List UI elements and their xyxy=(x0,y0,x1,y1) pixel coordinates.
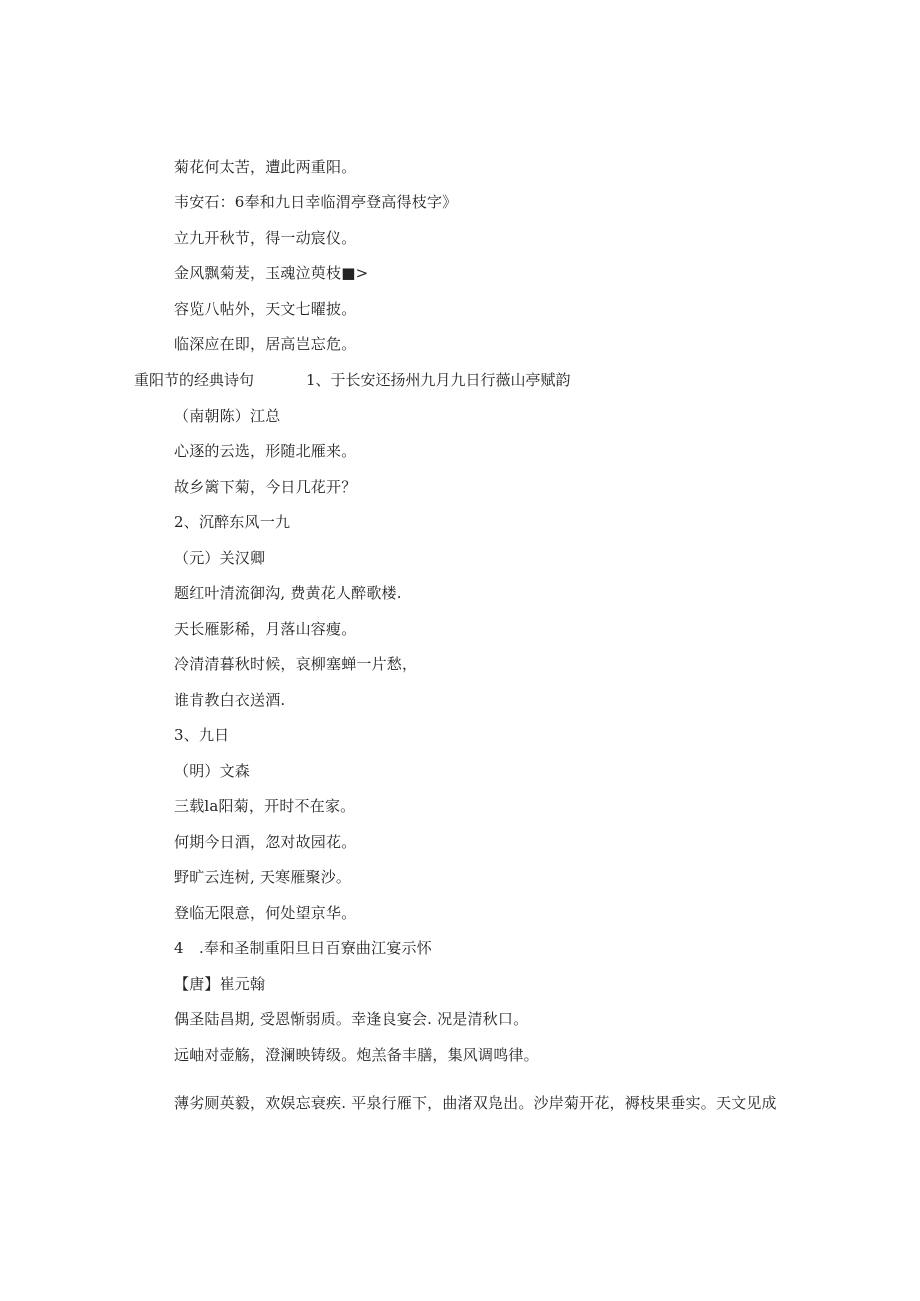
poem-line: 题红叶清流御沟, 费黄花人醉歌楼. xyxy=(174,584,402,602)
poem-line: 冷清清暮秋时候，哀柳塞蝉一片愁， xyxy=(174,655,418,673)
section-title: 重阳节的经典诗句 xyxy=(134,371,255,389)
poem-title-line: 2、沉醉东风一九 xyxy=(174,513,291,531)
poem-line: 立九开秋节，得一动宸仪。 xyxy=(174,229,357,247)
poem-line: 故乡篱下菊，今日几花开？ xyxy=(174,478,357,496)
poem-line: 何期今日酒，忽对故园花。 xyxy=(174,833,357,851)
poem-line: 容览八帖外，天文七曜披。 xyxy=(174,300,357,318)
poem-line: 三载la阳菊，开时不在家。 xyxy=(174,797,356,815)
poem-author: （明）文森 xyxy=(174,762,251,780)
poem-line: 远岫对壶觞，澄澜映铸级。炮羔备丰膳，集风调鸣律。 xyxy=(174,1046,539,1064)
poem-author: （元）关汉卿 xyxy=(174,549,266,567)
poem-line: 菊花何太苦，遭此两重阳。 xyxy=(174,158,357,176)
poem-line: 登临无限意，何处望京华。 xyxy=(174,904,357,922)
poem-title-line: 3、九日 xyxy=(174,726,230,744)
poem-line: 天长雁影稀，月落山容瘦。 xyxy=(174,620,357,638)
poem-title-line: 韦安石：6奉和九日幸临渭亭登高得枝字》 xyxy=(174,193,458,211)
poem-line: 金风飘菊茇，玉魂泣萸枝■> xyxy=(174,264,369,282)
poem-author: 【唐】崔元翰 xyxy=(174,975,266,993)
poem-line: 野旷云连树, 天寒雁聚沙。 xyxy=(174,868,352,886)
poem-line: 心逐的云选，形随北雁来。 xyxy=(174,442,357,460)
poem-author: （南朝陈）江总 xyxy=(174,407,281,425)
poem-title-line: 4 .奉和圣制重阳旦日百寮曲江宴示怀 xyxy=(174,939,432,957)
poem-line: 临深应在即，居高岂忘危。 xyxy=(174,335,357,353)
poem-line: 谁肯教白衣送酒. xyxy=(174,691,286,709)
poem-title-line: 1、于长安还扬州九月九日行薇山亭赋韵 xyxy=(306,371,571,389)
poem-line: 偶圣陆昌期, 受恩惭弱质。幸逢良宴会. 况是清秋口。 xyxy=(174,1010,529,1028)
poem-line: 薄劣厕英毅，欢娱忘衰疾. 平泉行雁下，曲渚双凫出。沙岸菊开花，褥枝果垂实。天文见成 xyxy=(174,1094,777,1112)
